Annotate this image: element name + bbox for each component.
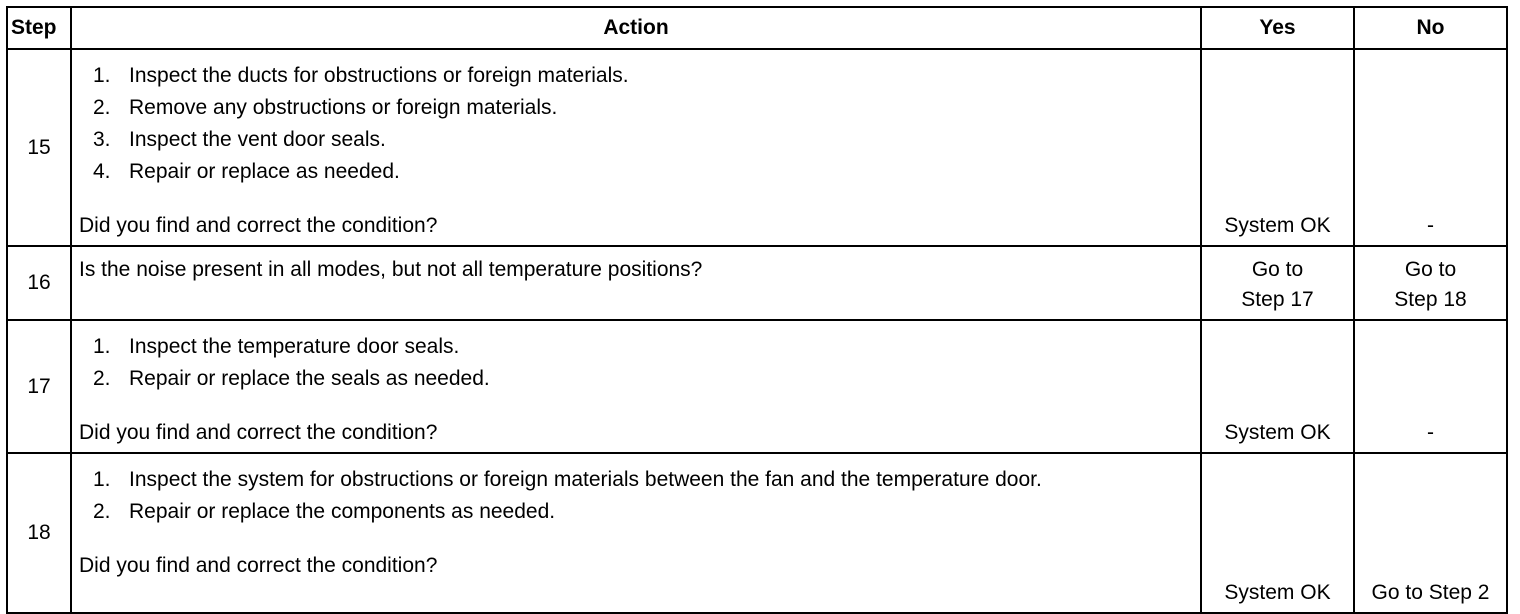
item-text: Inspect the temperature door seals. xyxy=(129,335,460,358)
item-number: 2. xyxy=(93,96,111,119)
step-number: 16 xyxy=(7,246,71,320)
list-item xyxy=(79,92,1194,124)
no-result: - xyxy=(1354,49,1507,246)
action-cell xyxy=(71,246,1201,320)
no-header: No xyxy=(1354,7,1507,49)
yes-result: System OK xyxy=(1201,49,1354,246)
item-text: Repair or replace as needed. xyxy=(129,160,400,183)
question-text: Is the noise present in all modes, but not all temperature positions? xyxy=(79,258,703,281)
no-result: Go to Step 18 xyxy=(1354,246,1507,320)
item-number: 1. xyxy=(93,335,111,358)
list-item xyxy=(79,156,1194,188)
item-text: Inspect the vent door seals. xyxy=(129,128,386,151)
table-row xyxy=(7,49,1507,246)
list-item xyxy=(79,363,1194,395)
item-text: Repair or replace the components as needed. xyxy=(129,500,556,523)
yes-header: Yes xyxy=(1201,7,1354,49)
diagnostic-table xyxy=(6,6,1508,614)
question-text: Did you find and correct the condition? xyxy=(79,421,438,444)
list-item xyxy=(79,124,1194,156)
step-number: 17 xyxy=(7,320,71,453)
item-number: 3. xyxy=(93,128,111,151)
item-number: 1. xyxy=(93,64,111,87)
action-cell xyxy=(71,49,1201,246)
list-item xyxy=(79,464,1194,496)
action-list xyxy=(79,464,1194,528)
action-cell xyxy=(71,453,1201,613)
list-item xyxy=(79,496,1194,528)
no-result: - xyxy=(1354,320,1507,453)
step-number: 18 xyxy=(7,453,71,613)
table-row xyxy=(7,453,1507,613)
item-number: 4. xyxy=(93,160,111,183)
item-number: 1. xyxy=(93,468,111,491)
action-list xyxy=(79,331,1194,395)
step-number: 15 xyxy=(7,49,71,246)
yes-result: System OK xyxy=(1201,320,1354,453)
question-text: Did you find and correct the condition? xyxy=(79,554,438,577)
action-header: Action xyxy=(71,7,1201,49)
yes-result: System OK xyxy=(1201,453,1354,613)
item-text: Repair or replace the seals as needed. xyxy=(129,367,490,390)
table-row xyxy=(7,246,1507,320)
item-text: Inspect the system for obstructions or foreign materials between the fan and the temperature door. xyxy=(129,468,1042,491)
action-cell xyxy=(71,320,1201,453)
list-item xyxy=(79,331,1194,363)
header-row xyxy=(7,7,1507,49)
step-header: Step xyxy=(7,7,71,49)
table-row xyxy=(7,320,1507,453)
no-result: Go to Step 2 xyxy=(1354,453,1507,613)
action-list xyxy=(79,60,1194,188)
yes-result: Go to Step 17 xyxy=(1201,246,1354,320)
item-number: 2. xyxy=(93,367,111,390)
item-number: 2. xyxy=(93,500,111,523)
question-text: Did you find and correct the condition? xyxy=(79,214,438,237)
item-text: Remove any obstructions or foreign materials. xyxy=(129,96,558,119)
list-item xyxy=(79,60,1194,92)
item-text: Inspect the ducts for obstructions or foreign materials. xyxy=(129,64,629,87)
